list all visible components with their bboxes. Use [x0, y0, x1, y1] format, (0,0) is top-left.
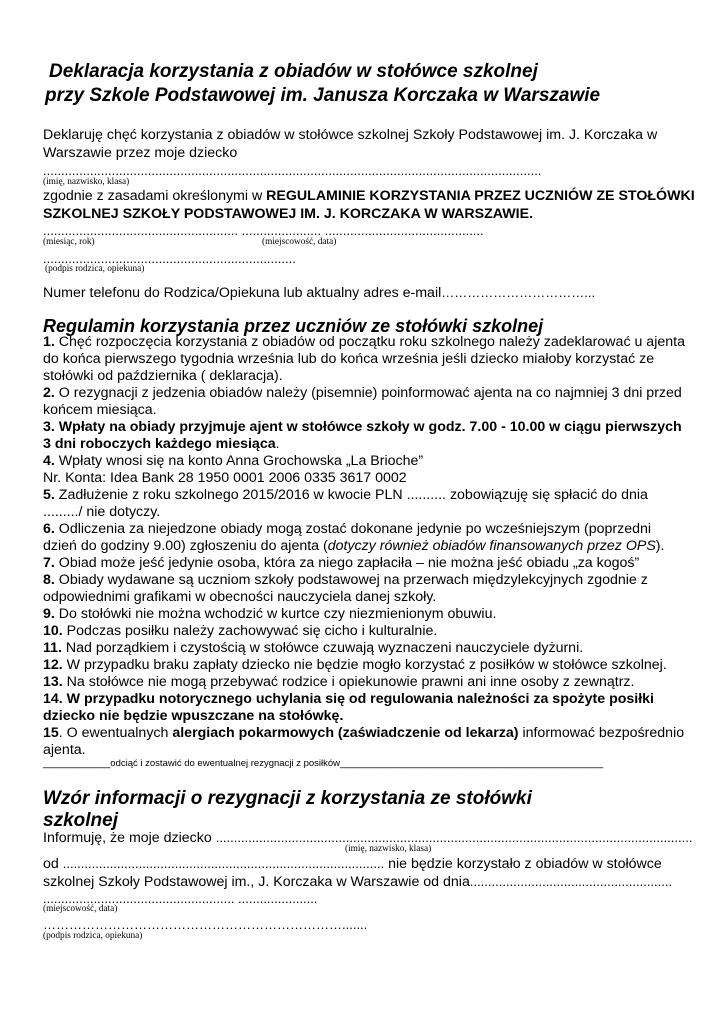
month-year-caption: (miesiąc, rok)	[43, 237, 95, 247]
resignation-place-dotted-line: ..................................................... ......................	[43, 891, 318, 906]
cut-line	[43, 758, 603, 769]
rule-15-text-bold: alergiach pokarmowych (zaświadczenie od lekarza)	[172, 725, 519, 741]
rule-14-number: 14.	[43, 691, 63, 707]
rule-7-line-1	[43, 556, 639, 570]
rule-6-line-1	[43, 522, 651, 536]
rule-6-text-italic: dotyczy również obiadów finansowanych przez OPS	[327, 538, 656, 554]
child-name-dotted-line: ..........................................................................................................................................	[43, 163, 542, 178]
rule-1-line-3: stołówki od października ( deklaracja).	[43, 368, 283, 384]
cut-line-left: ___________	[43, 757, 111, 769]
rule-4-line-1	[43, 454, 423, 468]
rule-4-line-2: Nr. Konta: Idea Bank 28 1950 0001 2006 0335 3617 0002	[43, 470, 407, 486]
rule-1-line-2: do końca pierwszego tygodnia września lub do końca września jeśli dziecko miałoby korzystać ze	[43, 351, 655, 367]
resignation-heading-line-1: Wzór informacji o rezygnacji z korzystania ze stołówki	[43, 788, 532, 809]
regulation-prefix: zgodnie z zasadami określonymi w	[43, 188, 267, 204]
rule-15-text-c: informować bezpośrednio	[518, 725, 685, 741]
rule-5-line-2: ........./ nie dotyczy.	[43, 504, 161, 520]
rule-1-line-1	[43, 335, 685, 349]
resignation-signature-dotted-line: …………………………………………………………….......	[43, 917, 368, 932]
phone-email-label: Numer telefonu do Rodzica/Opiekuna lub aktualny adres e-mail	[43, 285, 442, 301]
intro-line-2: Warszawie przez moje dziecko	[43, 145, 238, 161]
phone-email-dots: ……………………………...	[441, 285, 596, 300]
rule-4-text: Wpłaty wnosi się na konto Anna Grochowska „La Brioche”	[54, 453, 424, 469]
resignation-child-caption: (imię, nazwisko, klasa)	[345, 844, 432, 854]
place-date-caption: (miejscowość, data)	[262, 237, 337, 247]
rule-9-number: 9.	[43, 606, 55, 622]
rule-3-end: .	[275, 436, 280, 452]
rule-14-line-2: dziecko nie będzie wpuszczane na stołówkę.	[43, 708, 344, 724]
resignation-date-dots: ........................................................	[469, 874, 673, 889]
rule-12-number: 12.	[43, 657, 63, 673]
rule-15-text-a: . O ewentualnych	[58, 725, 173, 741]
resignation-from-line	[43, 857, 662, 871]
rule-8-text: Obiady wydawane są uczniom szkoły podstawowej na przerwach międzylekcyjnych zgodnie z	[54, 572, 648, 588]
rule-5-text: Zadłużenie z roku szkolnego 2015/2016 w kwocie PLN .......... zobowiązuję się spłacić do dnia	[54, 487, 648, 503]
rule-13-line-1	[43, 675, 634, 689]
resignation-school-line	[43, 875, 672, 889]
rule-6-text-2a: dzień do godziny 9.00) zgłoszeniu do ajenta (	[43, 538, 328, 554]
rule-8-line-1	[43, 573, 648, 587]
rule-12-line-1	[43, 658, 667, 672]
rule-2-number: 2.	[43, 385, 55, 401]
rule-11-line-1	[43, 641, 583, 655]
cut-line-text: odciąć i zostawić do ewentualnej rezygnacji z posiłków	[110, 758, 340, 769]
rule-3-number: 3.	[43, 419, 55, 435]
rule-3-text-2: 3 dni roboczych każdego miesiąca	[43, 436, 276, 452]
resignation-signature-caption: (podpis rodzica, opiekuna)	[43, 931, 143, 941]
resignation-heading-line-2: szkolnej	[43, 810, 118, 831]
rule-5-number: 5.	[43, 487, 55, 503]
phone-email-line	[43, 286, 595, 300]
resignation-child-dots: ....................................................................................................................................	[215, 830, 693, 845]
rule-2-text: O rezygnacji z jedzenia obiadów należy (pisemnie) poinformować ajenta na co najmniej 3 dni przed	[54, 385, 682, 401]
cut-line-right: ___________________________________________	[340, 757, 604, 769]
rule-1-text: Chęć rozpoczęcia korzystania z obiadów od początku roku szkolnego należy zadeklarować u ajenta	[54, 334, 685, 350]
rule-8-number: 8.	[43, 572, 55, 588]
rule-2-line-2: końcem miesiąca.	[43, 402, 157, 418]
regulation-reference-line-1	[43, 189, 695, 203]
rule-3-text: Wpłaty na obiady przyjmuje ajent w stołówce szkoły w godz. 7.00 - 10.00 w ciągu pierwszych	[54, 419, 682, 435]
rule-14-line-1	[43, 692, 654, 706]
rule-15-line-2: ajenta.	[43, 742, 86, 758]
date-place-dotted-line: ...................................................... ...................... ............................................	[43, 223, 484, 238]
resignation-place-caption: (miejscowość, data)	[43, 904, 118, 914]
rule-7-text: Obiad może jeść jedynie osoba, która za niego zapłaciła – nie można jeść obiadu „za kogoś”	[54, 555, 640, 571]
rule-15-number: 15	[43, 725, 59, 741]
regulation-title-part-1: REGULAMINIE KORZYSTANIA PRZEZ UCZNIÓW ZE STOŁÓWKI	[266, 188, 695, 204]
title-line-1: Deklaracja korzystania z obiadów w stołówce szkolnej	[49, 61, 538, 82]
rule-6-number: 6.	[43, 521, 55, 537]
signature-dotted-line: ......................................................................	[43, 251, 296, 266]
rule-5-line-1	[43, 488, 648, 502]
rule-11-number: 11.	[43, 640, 62, 656]
rule-2-line-1	[43, 386, 682, 400]
resignation-school-text: szkolnej Szkoły Podstawowej im., J. Korczaka w Warszawie od dnia	[43, 874, 470, 890]
rule-11-text: Nad porządkiem i czystością w stołówce czuwają wyznaczeni nauczyciele dyżurni.	[61, 640, 584, 656]
title-line-2: przy Szkole Podstawowej im. Janusza Korczaka w Warszawie	[45, 85, 601, 106]
resignation-from-label: od	[43, 856, 63, 872]
rule-10-text: Podczas posiłku należy zachowywać się cicho i kulturalnie.	[62, 623, 438, 639]
rule-6-text: Odliczenia za niejedzone obiady mogą zostać dokonane jedynie po wcześniejszym (poprzedni	[54, 521, 652, 537]
rule-13-number: 13.	[43, 674, 63, 690]
resignation-from-dots: .........................................................................................	[62, 856, 385, 871]
rule-9-text: Do stołówki nie można wchodzić w kurtce czy niezmienionym obuwiu.	[54, 606, 497, 622]
rule-7-number: 7.	[43, 555, 55, 571]
child-name-caption: (imię, nazwisko, klasa)	[43, 177, 130, 187]
rules-heading: Regulamin korzystania przez uczniów ze stołówki szkolnej	[43, 316, 544, 336]
rule-10-line-1	[43, 624, 437, 638]
rule-6-text-2b: ).	[655, 538, 665, 554]
rule-3-line-2	[43, 437, 280, 451]
rule-14-text: W przypadku notorycznego uchylania się od regulowania należności za spożyte posiłki	[62, 691, 655, 707]
rule-10-number: 10.	[43, 623, 63, 639]
rule-8-line-2: odpowiednimi grafikami w obecności nauczyciela danej szkoły.	[43, 589, 437, 605]
rule-3-line-1	[43, 420, 682, 434]
rule-13-text: Na stołówce nie mogą przebywać rodzice i opiekunowie prawni ani inne osoby z zewnątrz.	[62, 674, 635, 690]
rule-1-number: 1.	[43, 334, 55, 350]
rule-6-line-2	[43, 539, 664, 553]
rule-15-line-1	[43, 726, 684, 740]
intro-line-1: Deklaruję chęć korzystania z obiadów w stołówce szkolnej Szkoły Podstawowej im. J. Korczaka w	[43, 127, 658, 143]
signature-caption: (podpis rodzica, opiekuna)	[45, 264, 145, 274]
resignation-from-text: nie będzie korzystało z obiadów w stołówce	[384, 856, 662, 872]
rule-12-text: W przypadku braku zapłaty dziecko nie będzie mogło korzystać z posiłków w stołówce szkolnej.	[62, 657, 667, 673]
resignation-child-label: Informuję, że moje dziecko	[43, 830, 216, 846]
regulation-title-part-2: SZKOLNEJ SZKOŁY PODSTAWOWEJ IM. J. KORCZAKA W WARSZAWIE.	[43, 206, 534, 222]
rule-9-line-1	[43, 607, 496, 621]
rule-4-number: 4.	[43, 453, 55, 469]
